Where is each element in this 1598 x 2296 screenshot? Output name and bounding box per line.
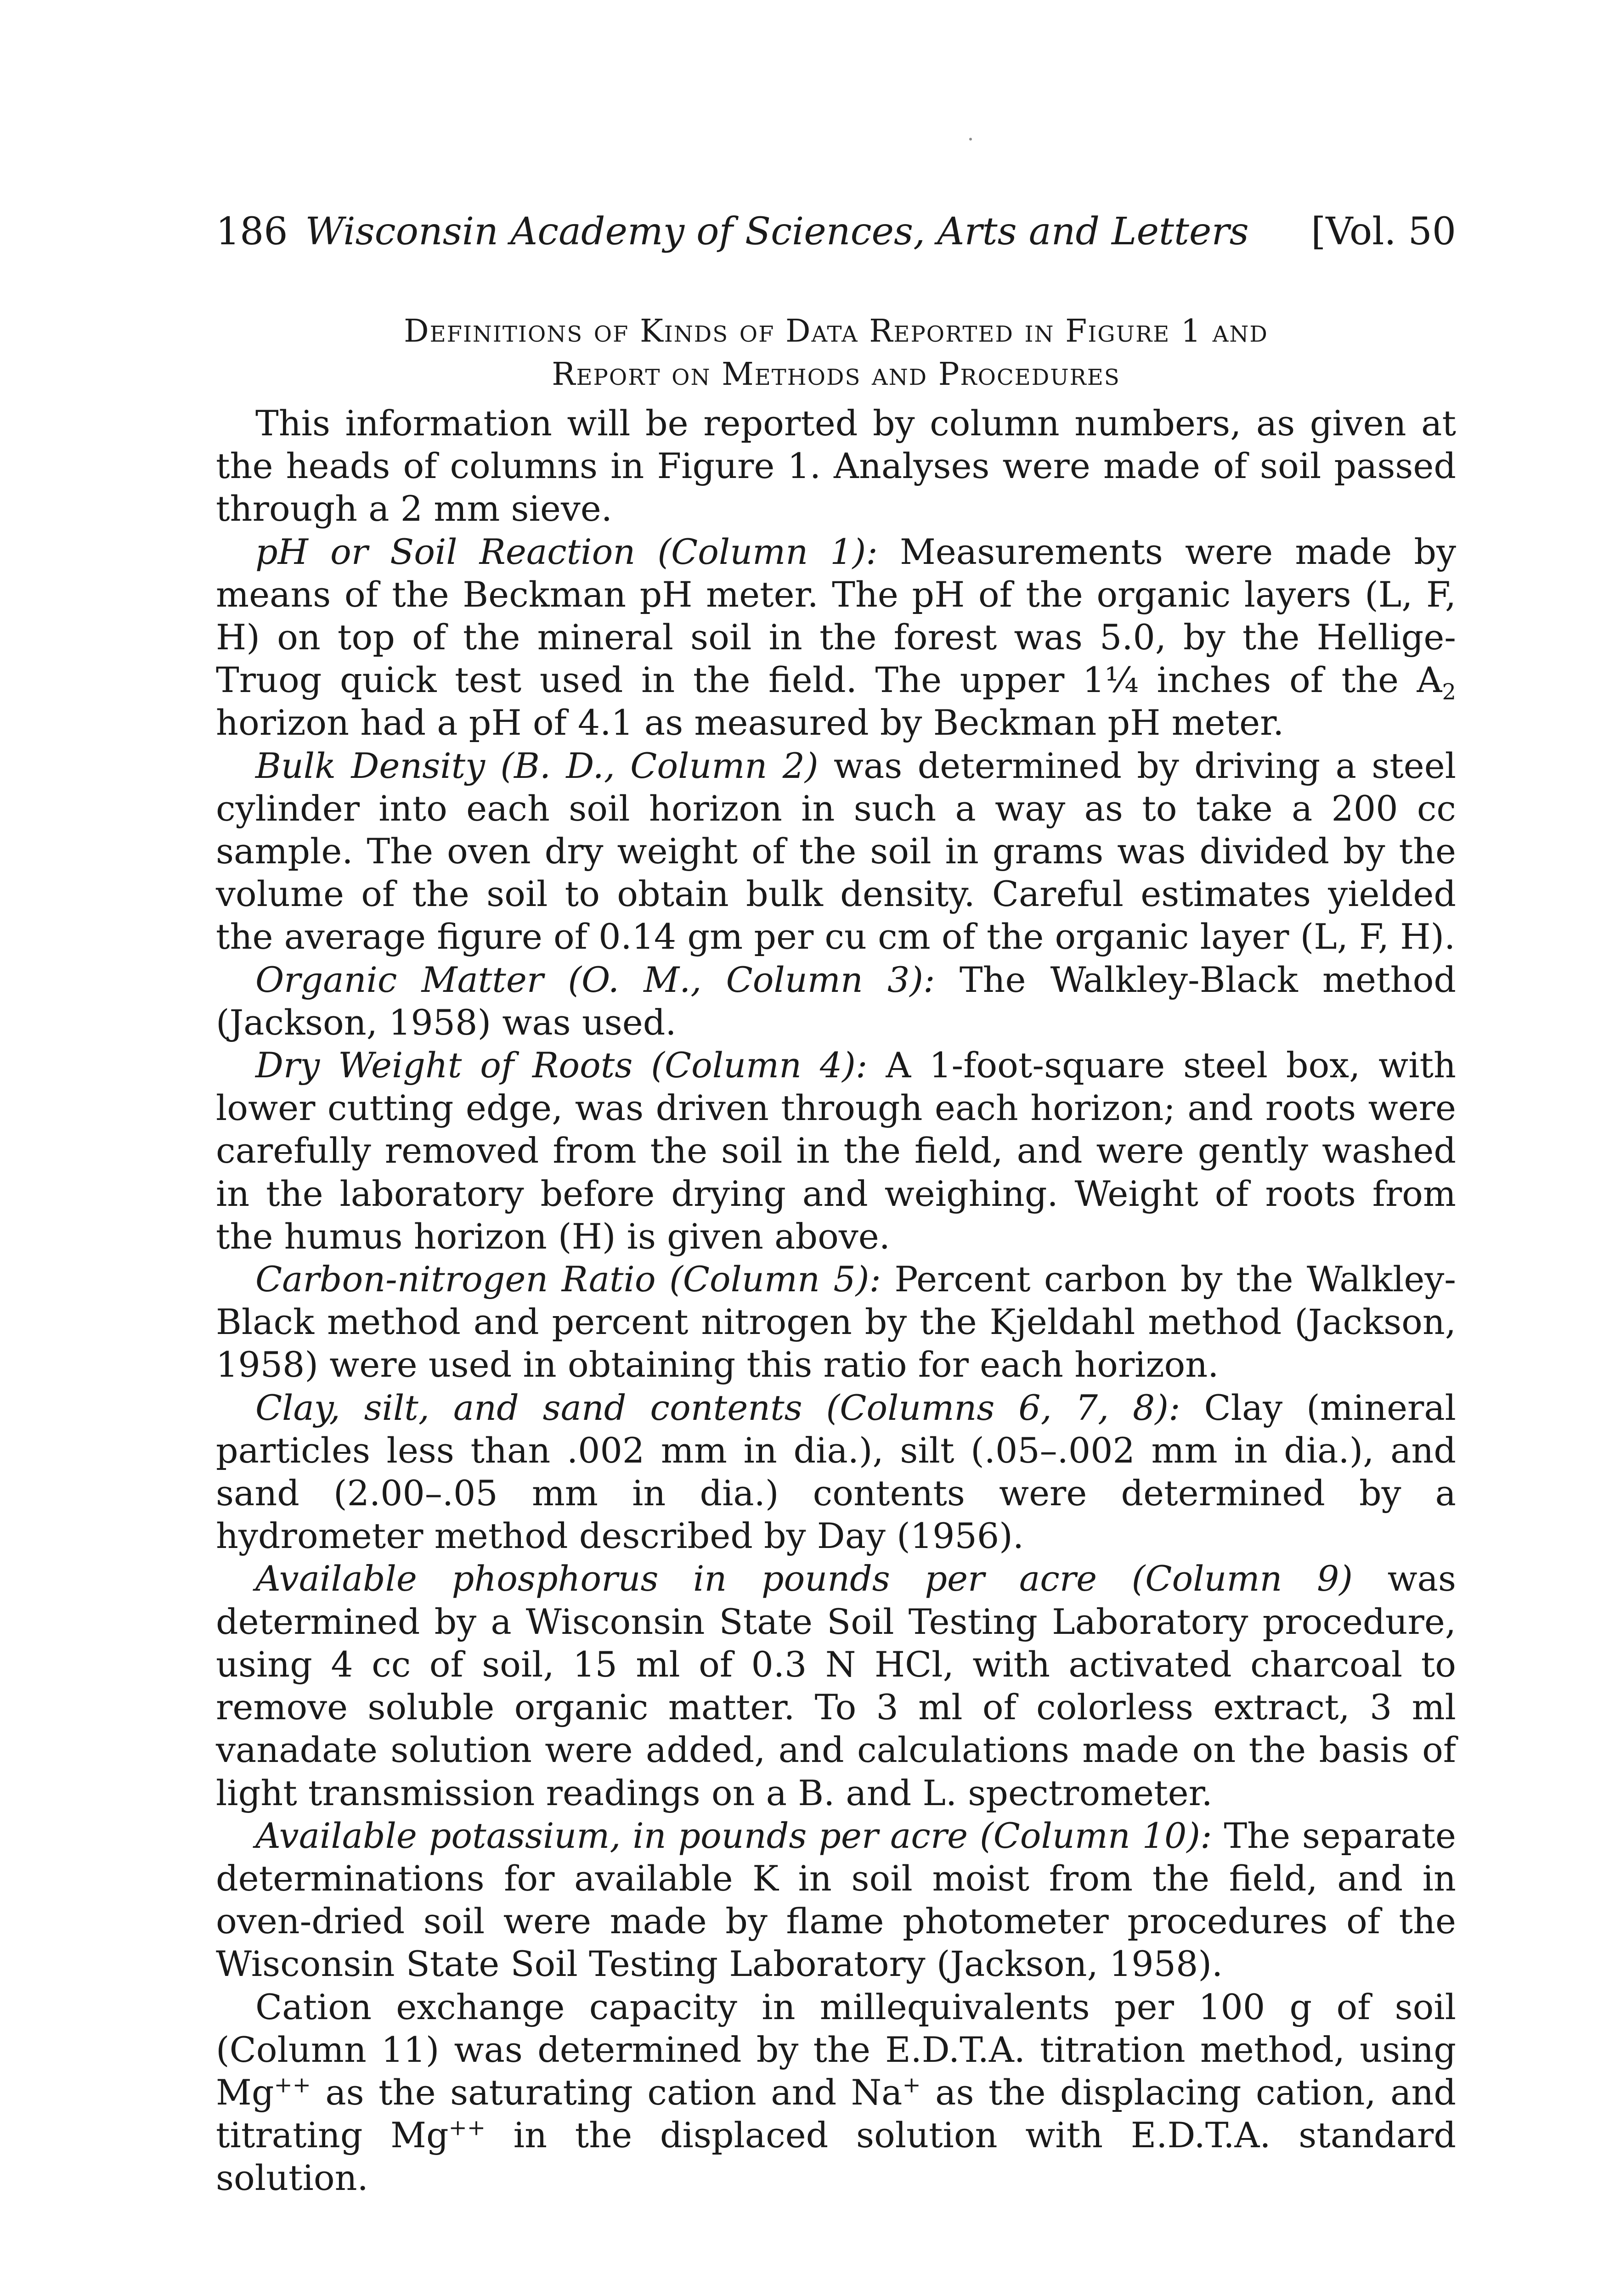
na-charge-superscript: + [902,2072,921,2098]
phosphorus-heading: Available phosphorus in pounds per acre (Column 9) [255,1558,1353,1599]
mg-charge-superscript: ++ [274,2072,311,2098]
roots-heading: Dry Weight of Roots (Column 4): [255,1045,868,1086]
cec-text-b: as the saturating cation and Na [311,2071,903,2113]
organic-matter-text: The Walkley-Black method (Jackson, 1958) was used. [216,959,1456,1043]
section-title [216,310,1456,396]
cn-ratio-paragraph [216,1258,1456,1386]
roots-text: A 1-foot-square steel box, with lower cutting edge, was driven through each horizon; and roots were carefully removed from the soil in the field, and were gently washed in the laboratory before drying and weighing. Weight of roots from the humus horizon (H) is given above. [216,1045,1456,1257]
ph-heading: pH or Soil Reaction (Column 1): [255,531,878,572]
ph-text-b: horizon had a pH of 4.1 as measured by Beckman pH meter. [216,702,1284,743]
section-title-line-1: Definitions of Kinds of Data Reported in Figure 1 and [404,313,1268,349]
bulk-density-paragraph [216,744,1456,958]
ph-paragraph [216,530,1456,744]
texture-heading: Clay, silt, and sand contents (Columns 6, 7, 8): [255,1387,1180,1428]
texture-text: Clay (mineral particles less than .002 mm in dia.), silt (.05–.002 mm in dia.), and sand (2.00–.05 mm in dia.) contents were determined by a hydrometer method described by Day (1956). [216,1387,1456,1557]
organic-matter-paragraph [216,958,1456,1044]
cn-ratio-heading: Carbon-nitrogen Ratio (Column 5): [255,1259,881,1300]
cec-text-a: Cation exchange capacity in millequivalents per 100 g of soil (Column 11) was determined by the E.D.T.A. titration method, using Mg [216,1986,1456,2113]
intro-paragraph: This information will be reported by column numbers, as given at the heads of columns in Figure 1. Analyses were made of soil passed through a 2 mm sieve. [216,403,1456,529]
bulk-density-text: was determined by driving a steel cylinder into each soil horizon in such a way as to take a 200 cc sample. The oven dry weight of the soil in grams was divided by the volume of the soil to obtain bulk density. Careful estimates yielded the average figure of 0.14 gm per cu cm of the organic layer (L, F, H). [216,745,1457,957]
volume-label: [Vol. 50 [1311,210,1456,253]
phosphorus-text: was determined by a Wisconsin State Soil Testing Laboratory procedure, using 4 cc of soil, 15 ml of 0.3 N HCl, with activated charcoal to remove soluble organic matter. To 3 ml of colorless extract, 3 ml vanadate solution were added, and calculations made on the basis of light transmission readings on a B. and L. spectrometer. [216,1558,1456,1813]
ph-text-a: Measurements were made by means of the Beckman pH meter. The pH of the organic layers (L, F, H) on top of the mineral soil in the forest was 5.0, by the Hellige-Truog quick test used in the field. The upper 1¼ inches of the A [216,531,1457,701]
cec-text-c: as the displacing cation, and titrating Mg [216,2071,1456,2156]
potassium-heading: Available potassium, in pounds per acre (Column 10): [255,1815,1212,1856]
potassium-text: The separate determinations for available K in soil moist from the field, and in oven-dried soil were made by flame photometer procedures of the Wisconsin State Soil Testing Laboratory (Jackson, 1958). [216,1815,1457,1985]
page-content [216,209,1456,2200]
organic-matter-heading: Organic Matter (O. M., Column 3): [255,959,935,1000]
cn-ratio-text: Percent carbon by the Walkley-Black method and percent nitrogen by the Kjeldahl method (Jackson, 1958) were used in obtaining this ratio for each horizon. [216,1259,1456,1385]
bulk-density-heading: Bulk Density (B. D., Column 2) [255,745,819,786]
running-head-left [216,209,1249,255]
running-head [216,209,1456,255]
potassium-paragraph [216,1814,1456,1986]
ph-subscript: 2 [1442,679,1456,705]
journal-title: Wisconsin Academy of Sciences, Arts and Letters [305,210,1249,253]
section-title-line-2: Report on Methods and Procedures [552,356,1120,393]
cec-paragraph [216,1986,1456,2200]
page-number: 186 [216,210,288,253]
scan-speck [969,138,972,141]
roots-paragraph [216,1044,1456,1258]
cec-text-d: in the displaced solution with E.D.T.A. standard solution. [216,2115,1456,2199]
texture-paragraph [216,1386,1456,1558]
mg-charge-superscript-2: ++ [448,2115,486,2141]
phosphorus-paragraph [216,1557,1456,1814]
